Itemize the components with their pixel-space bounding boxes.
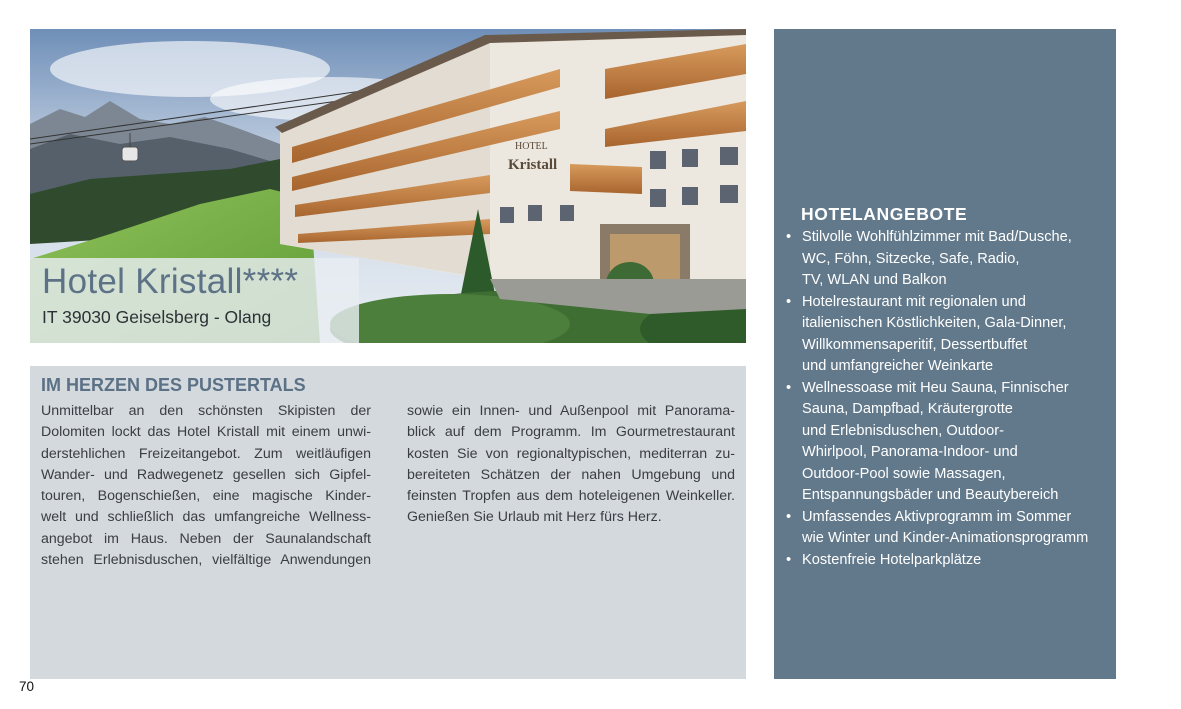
list-item-line: wie Winter und Kinder-Animationsprogramm: [802, 530, 1089, 546]
list-item-line: Umfassendes Aktivprogramm im Sommer: [802, 508, 1072, 525]
list-item-line: und Erlebnisduschen, Outdoor-: [802, 422, 1005, 439]
intro-title: IM HERZEN DES PUSTERTALS: [41, 375, 306, 395]
list-item-line: Whirlpool, Panorama-Indoor- und: [802, 444, 1018, 460]
intro-text-box: [30, 366, 746, 679]
bullet-icon: •: [786, 551, 792, 568]
photo-sign-kristall: Kristall: [508, 157, 558, 173]
text-line: Wander- und Radwegenetz gesellen sich Gipfel-: [41, 466, 371, 483]
list-item-line: WC, Föhn, Sitzecke, Safe, Radio,: [802, 250, 1020, 267]
list-item-line: und umfangreicher Weinkarte: [802, 358, 994, 374]
text-line: angebot im Haus. Neben der Saunalandschaft: [41, 530, 371, 547]
list-item-line: Wellnessoase mit Heu Sauna, Finnischer: [802, 379, 1069, 396]
list-item: [786, 378, 1112, 507]
text-line: feinsten Tropfen aus dem hoteleigenen Weinkeller.: [407, 488, 735, 505]
text-line: blick auf dem Programm. Im Gourmetrestaurant: [407, 424, 735, 441]
text-line: Genießen Sie Urlaub mit Herz fürs Herz.: [407, 509, 662, 526]
text-line: touren, Bogenschießen, eine magische Kinder-: [41, 488, 371, 505]
text-line: Dolomiten lockt das Hotel Kristall mit einem unwi-: [41, 424, 371, 441]
list-item: [786, 507, 1112, 550]
hotel-title-overlay: [30, 258, 359, 343]
bullet-icon: •: [786, 508, 792, 525]
text-line: derstehlichen Freizeitangebot. Zum weitläufigen: [41, 445, 371, 462]
photo-sign-hotel: HOTEL: [515, 141, 548, 152]
intro-column-right: [407, 401, 735, 529]
text-line: stehen Erlebnisduschen, vielfältige Anwendungen: [41, 552, 371, 569]
bullet-icon: •: [786, 293, 792, 310]
list-item-line: Hotelrestaurant mit regionalen und: [802, 293, 1026, 310]
list-item-line: Sauna, Dampfbad, Kräutergrotte: [802, 401, 1013, 417]
text-line: sowie ein Innen- und Außenpool mit Panorama-: [407, 403, 735, 419]
list-item: [786, 292, 1112, 378]
page-number: 70: [19, 679, 35, 694]
text-line: bereiteten Schätzen der nahen Umgebung und: [407, 466, 735, 483]
list-item: [786, 550, 1112, 572]
text-line: welt und schließlich das umfangreiche Wellness-: [41, 509, 371, 526]
hotel-address: IT 39030 Geiselsberg - Olang: [42, 307, 272, 327]
list-item-line: Entspannungsbäder und Beautybereich: [802, 487, 1059, 503]
intro-column-left: [41, 401, 371, 571]
list-item-line: TV, WLAN und Balkon: [802, 272, 947, 288]
text-line: kosten Sie von regionaltypischen, mediterran zu-: [407, 445, 735, 462]
list-item-line: Stilvolle Wohlfühlzimmer mit Bad/Dusche,: [802, 229, 1072, 245]
hotel-offers-sidebar: [774, 29, 1116, 679]
list-item: [786, 227, 1112, 292]
text-line: Unmittelbar an den schönsten Skipisten der: [41, 403, 371, 419]
hotel-name: Hotel Kristall****: [42, 262, 299, 301]
list-item-line: Kostenfreie Hotelparkplätze: [802, 551, 982, 568]
list-item-line: italienischen Köstlichkeiten, Gala-Dinner,: [802, 315, 1067, 331]
bullet-icon: •: [786, 379, 792, 396]
offers-title: HOTELANGEBOTE: [801, 204, 968, 224]
list-item-line: Outdoor-Pool sowie Massagen,: [802, 465, 1006, 482]
offers-list: [786, 227, 1112, 571]
bullet-icon: •: [786, 229, 792, 245]
list-item-line: Willkommensaperitif, Dessertbuffet: [802, 336, 1028, 353]
